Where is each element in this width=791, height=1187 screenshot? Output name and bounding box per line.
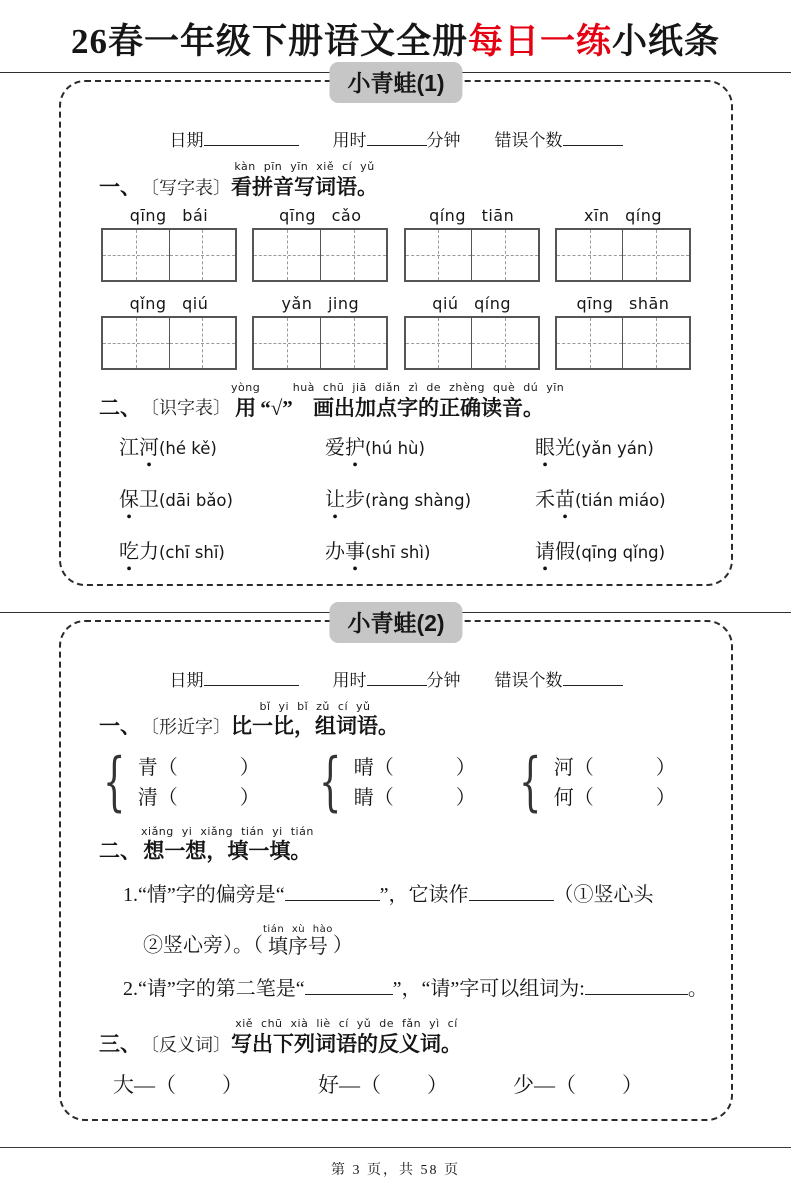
exercise-instruction xyxy=(141,824,314,864)
heading-segment xyxy=(231,701,399,740)
grid-cell xyxy=(103,230,169,280)
pinyin-reading: (hé kě) xyxy=(159,438,217,458)
paren-close: ） xyxy=(222,1072,243,1097)
word-item xyxy=(325,483,535,518)
dotted-word-list xyxy=(119,431,707,570)
left-brace-icon: { xyxy=(319,745,342,820)
word-item xyxy=(119,483,325,518)
paren-close: ） xyxy=(239,786,260,809)
pinyin-grid-group xyxy=(252,294,388,370)
line-text: 1.“情”字的偏旁是“ xyxy=(123,883,285,906)
paren-open: （ xyxy=(360,1072,381,1097)
character: 睛 xyxy=(353,786,374,809)
grid-cell xyxy=(406,230,472,280)
line-text: ） xyxy=(332,934,353,957)
exercise-tag: 〔写字表〕 xyxy=(141,177,231,198)
date-label: 日期 xyxy=(169,670,204,690)
writing-grid xyxy=(252,228,388,282)
pinyin-reading: (hú hù) xyxy=(365,438,425,458)
paren-close: ） xyxy=(655,756,676,779)
character: 青 xyxy=(137,756,158,779)
fill-in-lines xyxy=(85,880,707,1004)
dotted-character: 请 xyxy=(535,540,555,563)
instruction-text: 用 xyxy=(235,395,257,420)
exercise-instruction xyxy=(231,1017,462,1056)
character: 爱 xyxy=(325,436,345,459)
exercise-heading xyxy=(99,826,707,865)
exercise-number: 二、 xyxy=(99,395,141,420)
exercise-number: 一、 xyxy=(99,174,141,199)
cut-line-2 xyxy=(0,609,791,1121)
dotted-character: 吃 xyxy=(119,540,139,563)
worksheet-strip-1 xyxy=(59,70,733,586)
pinyin-word: qīng cǎo xyxy=(279,205,362,225)
paren-open: （ xyxy=(373,756,394,779)
writing-grid xyxy=(101,316,237,370)
time-blank xyxy=(367,668,427,686)
pinyin-word: xīn qíng xyxy=(583,205,662,225)
heading-segment xyxy=(231,382,260,421)
time-blank xyxy=(367,128,427,146)
word: 大 xyxy=(113,1072,134,1097)
pinyin-word: qíng tiān xyxy=(429,205,515,225)
meta-row xyxy=(85,666,707,691)
exercise-heading xyxy=(99,701,707,740)
grid-cell xyxy=(169,318,236,368)
exercise-tag: 〔识字表〕 xyxy=(141,398,231,419)
heading-segment xyxy=(231,161,378,200)
line-text: 。 xyxy=(687,978,708,1001)
pinyin-reading: (qīng qǐng) xyxy=(575,542,666,562)
character: 光 xyxy=(555,436,575,459)
minutes-label: 分钟 xyxy=(426,131,461,150)
antonym-items xyxy=(113,1069,707,1099)
meta-row xyxy=(85,126,707,151)
pinyin-label: yòng xyxy=(231,380,261,394)
paren-close: ） xyxy=(239,756,260,779)
pair-column xyxy=(138,748,260,818)
character: 力 xyxy=(139,540,159,563)
compare-pairs xyxy=(103,745,707,820)
answer-blank xyxy=(469,880,554,901)
exercise-heading xyxy=(99,1018,707,1057)
pair-row xyxy=(354,758,476,778)
word-item xyxy=(535,535,707,570)
word-item xyxy=(119,431,325,466)
dotted-character: 事 xyxy=(345,540,365,563)
time-label: 用时 xyxy=(332,670,367,690)
pinyin-label xyxy=(260,382,293,395)
heading-segment xyxy=(260,382,293,421)
paren-open: （ xyxy=(373,786,394,809)
dotted-character: 苗 xyxy=(555,488,575,511)
date-label: 日期 xyxy=(169,131,204,150)
paren-close: ） xyxy=(455,756,476,779)
exercise-number: 一、 xyxy=(99,714,141,739)
pinyin-reading: (shī shì) xyxy=(365,542,431,562)
pinyin-grid-group xyxy=(101,206,237,282)
page-footer xyxy=(0,1147,791,1187)
page-number: 第 3 页，共 58 页 xyxy=(331,1162,460,1178)
grid-cell xyxy=(320,318,387,368)
writing-grid xyxy=(555,316,691,370)
pinyin-reading: (chī shī) xyxy=(159,542,225,562)
character: 晴 xyxy=(353,756,374,779)
pinyin-grid-group xyxy=(404,294,540,370)
heading-segment xyxy=(293,382,565,421)
dash: — xyxy=(339,1072,360,1097)
line-text: 2.“请”字的第二笔是“ xyxy=(123,978,305,1001)
paren-open: （ xyxy=(157,756,178,779)
dash: — xyxy=(534,1072,555,1097)
pair-row xyxy=(554,788,676,808)
character: 步 xyxy=(345,488,365,511)
exercise-number: 二、 xyxy=(99,839,141,864)
character: 假 xyxy=(555,540,575,563)
cut-line-1 xyxy=(0,72,791,586)
pinyin-word: yǎn jing xyxy=(281,293,360,313)
dotted-character: 让 xyxy=(325,488,345,511)
paren-close: ） xyxy=(655,786,676,809)
grid-cell xyxy=(557,230,623,280)
exercise-instruction xyxy=(231,160,378,199)
exercise-tag: 〔反义词〕 xyxy=(141,1034,231,1055)
paren-close: ） xyxy=(622,1072,643,1097)
grid-cell xyxy=(622,318,689,368)
pinyin-reading: (tián miáo) xyxy=(575,490,666,510)
minutes-label: 分钟 xyxy=(426,670,461,690)
fill-line xyxy=(143,924,707,960)
worksheet-strip-2 xyxy=(59,609,733,1121)
antonym-item xyxy=(113,1069,318,1099)
heading-segment xyxy=(231,1018,462,1057)
instruction-text: 画出加点字的正确读音。 xyxy=(312,395,544,420)
word-item xyxy=(535,431,707,466)
heading-segment xyxy=(141,826,314,865)
pinyin-word: qiú qíng xyxy=(432,293,512,313)
instruction-text: 想一想，填一填。 xyxy=(143,839,312,864)
pair-row xyxy=(138,758,260,778)
pair-column xyxy=(554,748,676,818)
title-prefix: 26春一年级下册语文全册 xyxy=(70,22,468,61)
line-text: ②竖心旁）。（ xyxy=(143,934,263,957)
writing-grid xyxy=(555,228,691,282)
left-brace-icon: { xyxy=(103,745,126,820)
word-item xyxy=(119,535,325,570)
section-badge: 小青蛙(1) xyxy=(329,62,462,103)
errors-blank xyxy=(563,128,623,146)
pinyin-label: xiǎng yi xiǎng tián yi tián xyxy=(141,824,314,838)
paren-open: （ xyxy=(573,756,594,779)
pinyin-label: tián xù hào xyxy=(263,923,333,935)
grid-cell xyxy=(254,230,320,280)
paren-open: （ xyxy=(155,1072,176,1097)
instruction-text: 写出下列词语的反义词。 xyxy=(231,1031,462,1056)
writing-grid xyxy=(101,228,237,282)
pinyin-grid-group xyxy=(404,206,540,282)
paren-open: （ xyxy=(157,786,178,809)
pinyin-word: qīng shān xyxy=(576,293,670,313)
grid-cell xyxy=(471,230,538,280)
pinyin-grid-group xyxy=(555,294,691,370)
date-blank xyxy=(204,128,299,146)
grid-cell xyxy=(103,318,169,368)
word: 少 xyxy=(513,1072,534,1097)
pinyin-word: qǐng qiú xyxy=(129,293,209,313)
dotted-character: 眼 xyxy=(535,436,555,459)
fill-line xyxy=(123,974,707,1003)
pinyin-word: qīng bái xyxy=(129,205,209,225)
writing-grid xyxy=(404,228,540,282)
grid-cell xyxy=(622,230,689,280)
exercise-number: 三、 xyxy=(99,1031,141,1056)
paren-open: （ xyxy=(555,1072,576,1097)
paren-close: ） xyxy=(427,1072,448,1097)
paren-open: （ xyxy=(573,786,594,809)
brace-pair xyxy=(103,745,319,820)
instruction-text: 比一比，组词语。 xyxy=(231,714,399,739)
grid-cell xyxy=(254,318,320,368)
character: 清 xyxy=(137,786,158,809)
heading-segment xyxy=(263,924,333,960)
dotted-character: 保 xyxy=(119,488,139,511)
pinyin-grid-group xyxy=(252,206,388,282)
pair-row xyxy=(138,788,260,808)
answer-blank xyxy=(585,974,688,995)
antonym-item xyxy=(513,1069,707,1099)
title-suffix: 小纸条 xyxy=(612,22,721,61)
grid-row xyxy=(101,294,691,370)
pinyin-label: kàn pīn yīn xiě cí yǔ xyxy=(234,160,375,173)
word-item xyxy=(325,431,535,466)
grid-cell xyxy=(471,318,538,368)
exercise-heading xyxy=(99,161,707,200)
dotted-character: 护 xyxy=(345,436,365,459)
character: 卫 xyxy=(139,488,159,511)
exercise-instruction xyxy=(231,699,399,739)
errors-blank xyxy=(563,668,623,686)
fill-line xyxy=(123,880,707,909)
line-text: （①竖心头 xyxy=(553,883,654,906)
character: 河 xyxy=(553,756,574,779)
exercise-heading xyxy=(99,382,707,421)
instruction-text: “√” xyxy=(260,395,293,420)
character: 江 xyxy=(119,436,139,459)
grid-cell xyxy=(557,318,623,368)
exercise-tag: 〔形近字〕 xyxy=(141,717,231,738)
grid-cell xyxy=(320,230,387,280)
errors-label: 错误个数 xyxy=(494,131,563,150)
word-item xyxy=(325,535,535,570)
pair-row xyxy=(554,758,676,778)
pair-row xyxy=(354,788,476,808)
dash: — xyxy=(134,1072,155,1097)
line-text: ”，它读作 xyxy=(379,883,469,906)
grid-cell xyxy=(169,230,236,280)
writing-grid xyxy=(404,316,540,370)
errors-label: 错误个数 xyxy=(494,670,563,690)
antonym-item xyxy=(318,1069,513,1099)
paren-close: ） xyxy=(455,786,476,809)
character: 何 xyxy=(553,786,574,809)
pinyin-reading: (dāi bǎo) xyxy=(159,490,233,510)
dotted-character: 河 xyxy=(139,436,159,459)
brace-pair xyxy=(319,745,519,820)
line-text: ”，“请”字可以组词为: xyxy=(392,978,585,1001)
instruction-text: 看拼音写词语。 xyxy=(231,174,378,199)
exercise-instruction xyxy=(231,380,565,420)
date-blank xyxy=(204,668,299,686)
grid-cell xyxy=(406,318,472,368)
word: 好 xyxy=(318,1072,339,1097)
pinyin-reading: (ràng shàng) xyxy=(365,490,472,510)
pinyin-label: bǐ yi bǐ zǔ cí yǔ xyxy=(259,699,371,713)
title-highlight: 每日一练 xyxy=(467,22,612,61)
word-item xyxy=(535,483,707,518)
grid-row xyxy=(101,206,691,282)
time-label: 用时 xyxy=(332,131,367,150)
character: 办 xyxy=(325,540,345,563)
pinyin-grid-group xyxy=(101,294,237,370)
brace-pair xyxy=(519,745,707,820)
answer-blank xyxy=(285,880,380,901)
pinyin-writing-grids xyxy=(85,206,707,370)
pinyin-reading: (yǎn yán) xyxy=(575,438,654,458)
pinyin-grid-group xyxy=(555,206,691,282)
answer-blank xyxy=(305,974,393,995)
pair-column xyxy=(354,748,476,818)
left-brace-icon: { xyxy=(519,745,542,820)
section-badge: 小青蛙(2) xyxy=(329,602,462,643)
line-text: 填序号 xyxy=(267,936,328,959)
pinyin-label: huà chū jiā diǎn zì de zhèng què dú yīn xyxy=(292,380,565,394)
character: 禾 xyxy=(535,488,555,511)
writing-grid xyxy=(252,316,388,370)
pinyin-label: xiě chū xià liè cí yǔ de fǎn yì cí xyxy=(235,1017,458,1031)
